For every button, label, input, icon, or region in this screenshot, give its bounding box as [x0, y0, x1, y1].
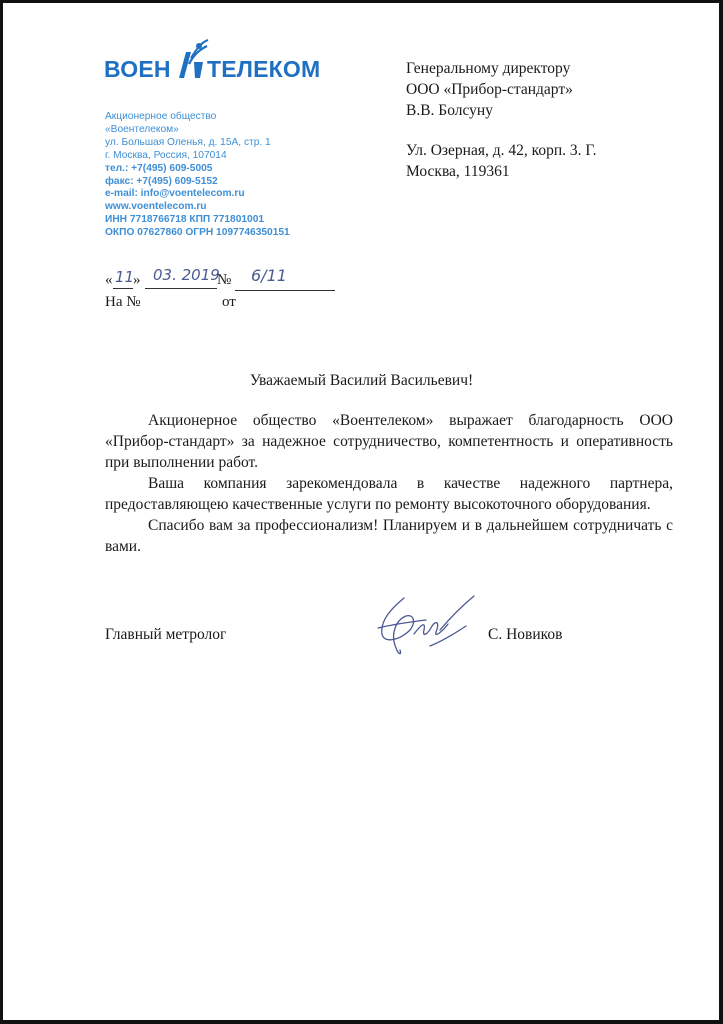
date-underline [145, 288, 217, 289]
outgoing-number: 6/11 [251, 266, 287, 285]
letter-body [105, 410, 673, 557]
reply-date-label: от [222, 294, 236, 310]
quote-open: « [105, 272, 113, 288]
org-line: www.voentelecom.ru [105, 201, 207, 213]
date-day: 11 [115, 268, 135, 286]
org-line: «Воентелеком» [105, 123, 179, 135]
company-logo [104, 38, 321, 84]
logo-text-part2: ТЕЛЕКОМ [207, 56, 321, 82]
reply-reference-row [105, 294, 345, 314]
org-line: e-mail: info@voentelecom.ru [105, 188, 245, 200]
body-paragraph: Ваша компания зарекомендовала в качестве надежного партнера, предоставляющею качественные услуги по ремонту высокоточного оборудования. [105, 475, 673, 513]
signer-position: Главный метролог [105, 626, 227, 643]
recipient-address-line: Москва, 119361 [406, 163, 510, 180]
org-line: ул. Большая Оленья, д. 15А, стр. 1 [105, 136, 271, 148]
recipient-name: В.В. Болсуну [406, 102, 493, 119]
date-month-year: 03. 2019 [153, 266, 220, 284]
logo-text-part1: ВОЕН [104, 56, 171, 82]
date-day-underline [113, 288, 133, 289]
org-line: Акционерное общество [105, 111, 217, 122]
sender-details [105, 111, 335, 240]
greeting: Уважаемый Василий Васильевич! [249, 372, 474, 389]
number-sign: № [217, 272, 232, 288]
org-line: ОКПО 07627860 ОГРН 1097746350151 [105, 227, 290, 239]
logo-emblem-icon [175, 38, 209, 82]
body-paragraph: Спасибо вам за профессионализм! Планируем и в дальнейшем сотрудничать с вами. [105, 517, 673, 555]
outgoing-number-row [105, 268, 345, 294]
signer-name: С. Новиков [488, 626, 563, 643]
org-line: ИНН 7718766718 КПП 771801001 [105, 214, 265, 226]
handwritten-signature [370, 590, 490, 662]
org-line: факс: +7(495) 609-5152 [105, 175, 218, 187]
org-line: г. Москва, Россия, 107014 [105, 149, 227, 161]
reply-number-label: На № [105, 294, 141, 310]
recipient-address-line: Ул. Озерная, д. 42, корп. 3. Г. [406, 142, 597, 159]
recipient-title: Генеральному директору [406, 60, 571, 77]
recipient-company: ООО «Прибор-стандарт» [406, 81, 573, 98]
body-paragraph: Акционерное общество «Воентелеком» выражает благодарность ООО «Прибор-стандарт» за надежное сотрудничество, компетентность и оперативность при выполнении работ. [105, 412, 673, 471]
number-underline [235, 290, 335, 291]
quote-close: » [133, 272, 141, 288]
org-line: тел.: +7(495) 609-5005 [105, 162, 213, 174]
recipient-block [406, 58, 596, 182]
